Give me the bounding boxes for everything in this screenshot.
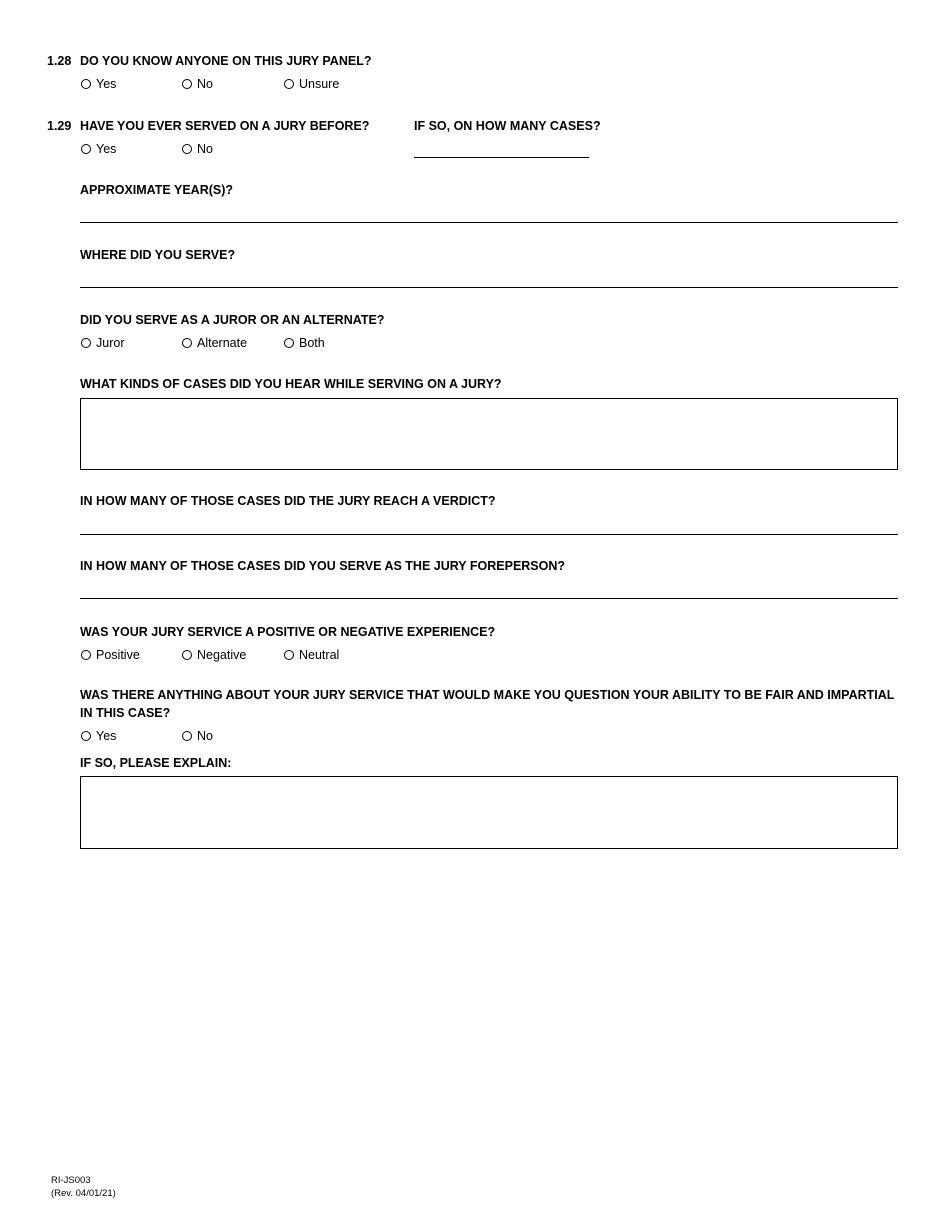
experience-label: WAS YOUR JURY SERVICE A POSITIVE OR NEGATIVE EXPERIENCE? bbox=[80, 625, 496, 639]
question-number-1-28: 1.28 bbox=[47, 54, 72, 68]
radio-icon[interactable] bbox=[81, 79, 91, 89]
option-experience-positive[interactable]: Positive bbox=[81, 648, 140, 662]
option-experience-neutral[interactable]: Neutral bbox=[284, 648, 339, 662]
option-fairness-yes[interactable]: Yes bbox=[81, 729, 116, 743]
option-role-juror[interactable]: Juror bbox=[81, 336, 124, 350]
option-role-alternate[interactable]: Alternate bbox=[182, 336, 247, 350]
radio-icon[interactable] bbox=[284, 79, 294, 89]
radio-icon[interactable] bbox=[182, 79, 192, 89]
approximate-years-field[interactable] bbox=[80, 222, 898, 223]
verdict-count-label: IN HOW MANY OF THOSE CASES DID THE JURY REACH A VERDICT? bbox=[80, 494, 496, 508]
question-served-before: HAVE YOU EVER SERVED ON A JURY BEFORE? bbox=[80, 119, 370, 133]
where-served-label: WHERE DID YOU SERVE? bbox=[80, 248, 236, 262]
explain-textarea[interactable] bbox=[80, 776, 898, 849]
fairness-question: WAS THERE ANYTHING ABOUT YOUR JURY SERVICE THAT WOULD MAKE YOU QUESTION YOUR ABILITY TO BE FAIR AND IMPARTIAL IN THIS CASE? bbox=[80, 688, 895, 720]
option-experience-negative[interactable]: Negative bbox=[182, 648, 246, 662]
option-know-anyone-unsure[interactable]: Unsure bbox=[284, 77, 339, 91]
option-fairness-no[interactable]: No bbox=[182, 729, 213, 743]
juror-or-alternate-label: DID YOU SERVE AS A JUROR OR AN ALTERNATE? bbox=[80, 313, 385, 327]
option-served-no[interactable]: No bbox=[182, 142, 213, 156]
form-id: RI-JS003 bbox=[51, 1175, 91, 1186]
option-served-yes[interactable]: Yes bbox=[81, 142, 116, 156]
radio-icon[interactable] bbox=[284, 650, 294, 660]
where-served-field[interactable] bbox=[80, 287, 898, 288]
form-revision: (Rev. 04/01/21) bbox=[51, 1188, 116, 1199]
radio-icon[interactable] bbox=[182, 731, 192, 741]
kinds-of-cases-label: WHAT KINDS OF CASES DID YOU HEAR WHILE SERVING ON A JURY? bbox=[80, 377, 502, 391]
radio-icon[interactable] bbox=[284, 338, 294, 348]
how-many-cases-field[interactable] bbox=[414, 157, 589, 158]
radio-icon[interactable] bbox=[81, 144, 91, 154]
option-role-both[interactable]: Both bbox=[284, 336, 325, 350]
explain-label: IF SO, PLEASE EXPLAIN: bbox=[80, 756, 232, 770]
kinds-of-cases-textarea[interactable] bbox=[80, 398, 898, 470]
foreperson-count-label: IN HOW MANY OF THOSE CASES DID YOU SERVE AS THE JURY FOREPERSON? bbox=[80, 559, 566, 573]
how-many-cases-label: IF SO, ON HOW MANY CASES? bbox=[414, 119, 601, 133]
question-number-1-29: 1.29 bbox=[47, 119, 72, 133]
verdict-count-field[interactable] bbox=[80, 534, 898, 535]
option-know-anyone-no[interactable]: No bbox=[182, 77, 213, 91]
radio-icon[interactable] bbox=[182, 338, 192, 348]
question-know-anyone: DO YOU KNOW ANYONE ON THIS JURY PANEL? bbox=[80, 54, 372, 68]
radio-icon[interactable] bbox=[81, 338, 91, 348]
foreperson-count-field[interactable] bbox=[80, 598, 898, 599]
radio-icon[interactable] bbox=[81, 731, 91, 741]
radio-icon[interactable] bbox=[81, 650, 91, 660]
approximate-years-label: APPROXIMATE YEAR(S)? bbox=[80, 183, 234, 197]
radio-icon[interactable] bbox=[182, 144, 192, 154]
option-know-anyone-yes[interactable]: Yes bbox=[81, 77, 116, 91]
radio-icon[interactable] bbox=[182, 650, 192, 660]
